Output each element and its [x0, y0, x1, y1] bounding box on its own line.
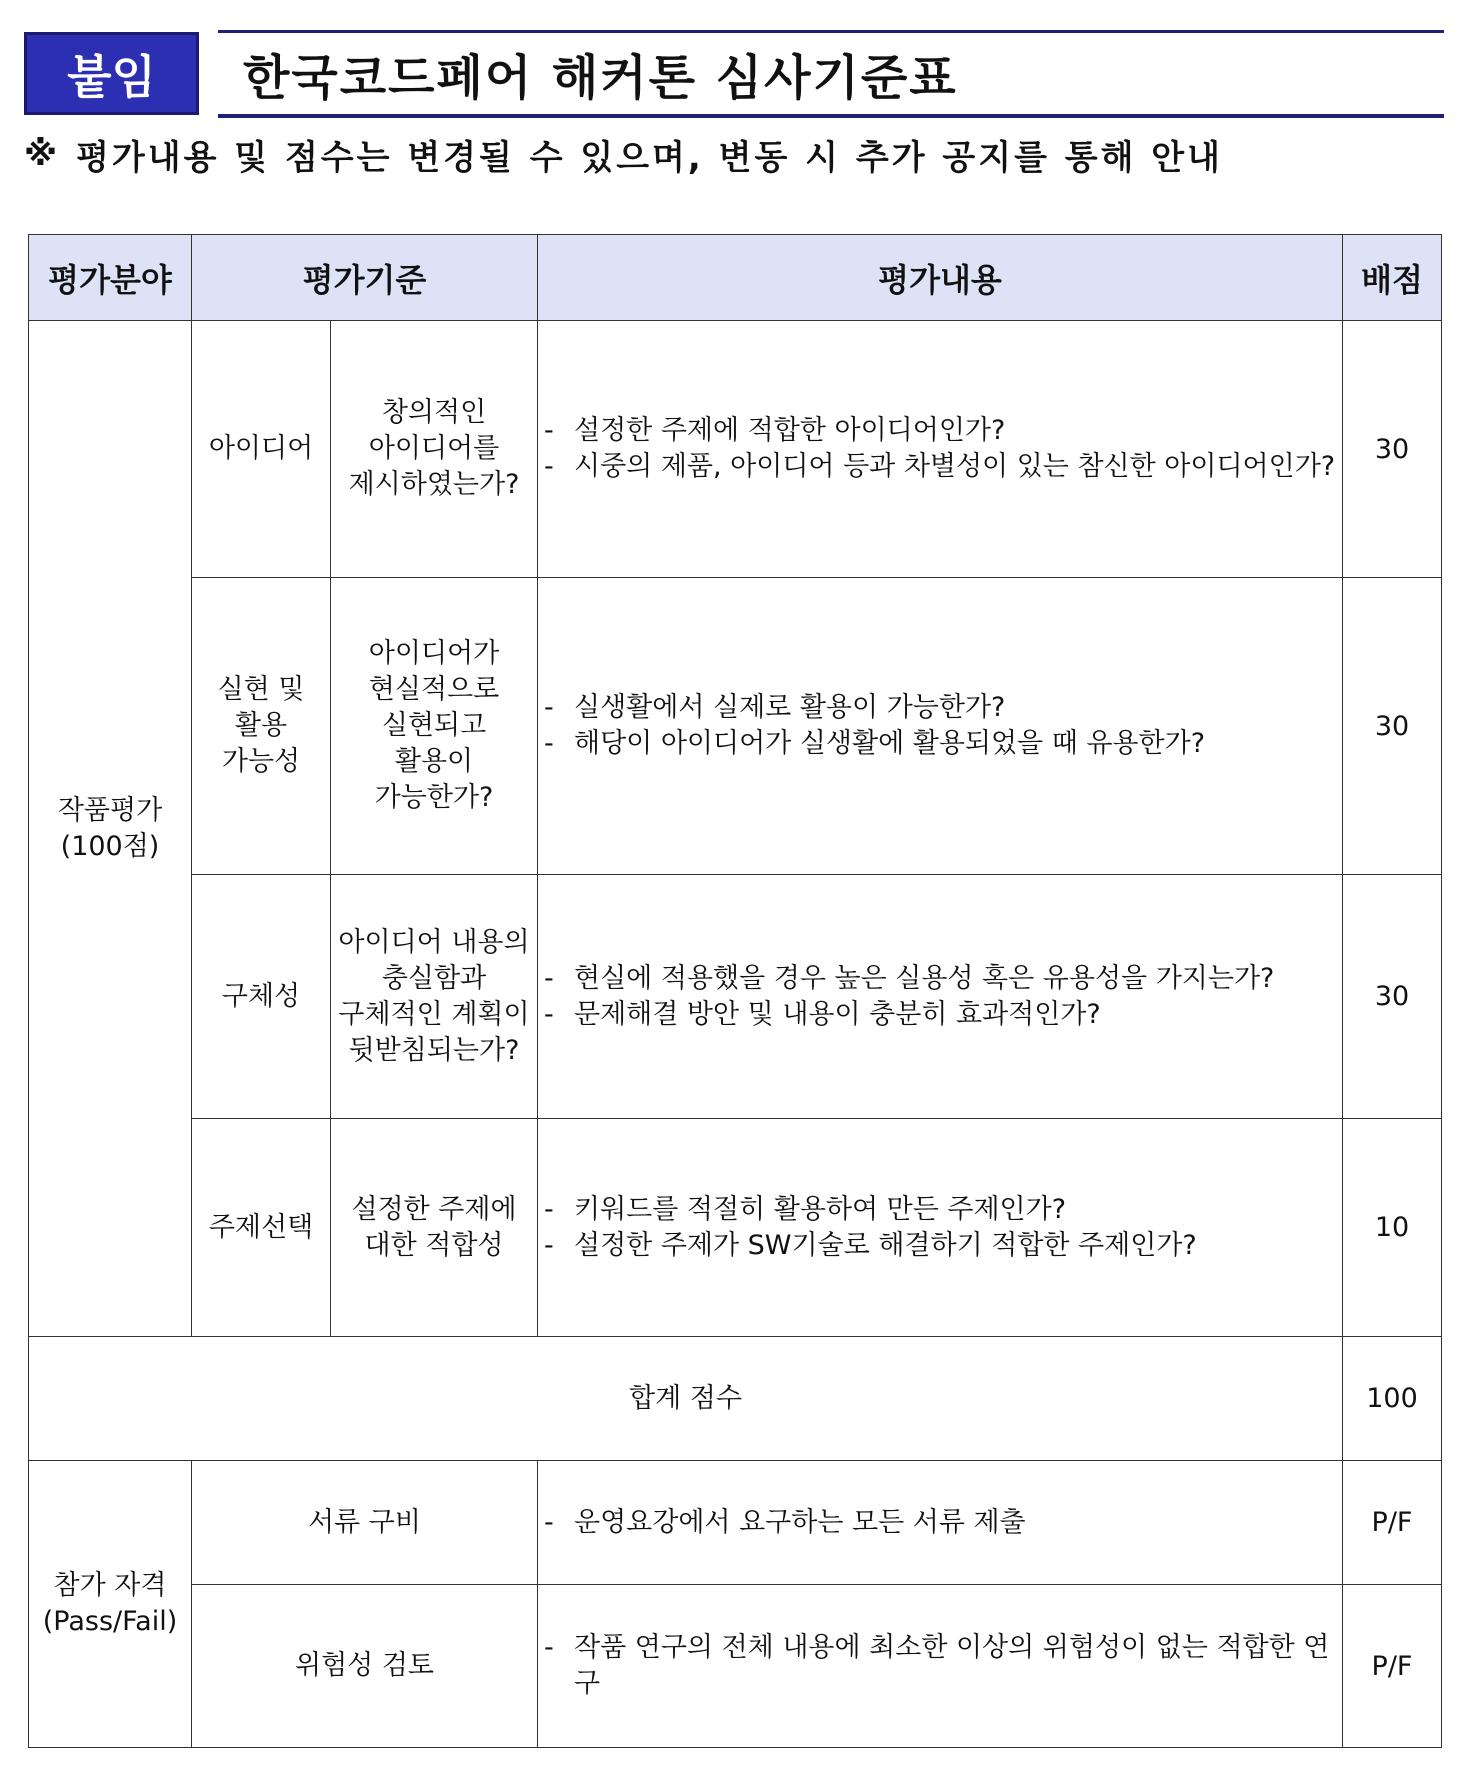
evaluation-content	[538, 1585, 1343, 1748]
area-work-eval: 작품평가 (100점)	[29, 321, 192, 1337]
list-item: - 문제해결 방안 및 내용이 충분히 효과적인가?	[544, 997, 1338, 1033]
table-row	[29, 1119, 1442, 1337]
criteria-question: 아이디어 내용의 충실함과 구체적인 계획이 뒷받침되는가?	[331, 875, 538, 1119]
table-row	[29, 1585, 1442, 1748]
table-row	[29, 1461, 1442, 1585]
list-item: - 시중의 제품, 아이디어 등과 차별성이 있는 참신한 아이디어인가?	[544, 449, 1338, 485]
points-value: P/F	[1343, 1585, 1442, 1748]
evaluation-content	[538, 321, 1343, 578]
reference-mark: ※	[24, 134, 61, 174]
evaluation-content	[538, 1119, 1343, 1337]
list-item: - 실생활에서 실제로 활용이 가능한가?	[544, 690, 1338, 726]
notice-line	[24, 128, 1444, 180]
points-value: 30	[1343, 578, 1442, 875]
list-item: - 설정한 주제에 적합한 아이디어인가?	[544, 413, 1338, 449]
points-value: 10	[1343, 1119, 1442, 1337]
list-item: - 현실에 적용했을 경우 높은 실용성 혹은 유용성을 가지는가?	[544, 961, 1338, 997]
evaluation-content	[538, 1461, 1343, 1585]
list-item: - 설정한 주제가 SW기술로 해결하기 적합한 주제인가?	[544, 1228, 1338, 1264]
table-header-row	[29, 235, 1442, 321]
attachment-badge: 붙임	[24, 32, 199, 115]
points-value: 30	[1343, 321, 1442, 578]
area-eligibility: 참가 자격 (Pass/Fail)	[29, 1461, 192, 1748]
total-label: 합계 점수	[29, 1337, 1343, 1461]
criteria-question: 설정한 주제에 대한 적합성	[331, 1119, 538, 1337]
evaluation-content	[538, 578, 1343, 875]
notice-text: 평가내용 및 점수는 변경될 수 있으며, 변동 시 추가 공지를 통해 안내	[76, 137, 1223, 178]
criteria-question: 아이디어가 현실적으로 실현되고 활용이 가능한가?	[331, 578, 538, 875]
header-content: 평가내용	[538, 235, 1343, 321]
document-title: 한국코드페어 해커톤 심사기준표	[218, 30, 1444, 118]
list-item: - 운영요강에서 요구하는 모든 서류 제출	[544, 1505, 1338, 1541]
list-item: - 작품 연구의 전체 내용에 최소한 이상의 위험성이 없는 적합한 연구	[544, 1630, 1338, 1702]
criteria-documents: 서류 구비	[192, 1461, 538, 1585]
criteria-category: 아이디어	[192, 321, 331, 578]
list-item: - 키워드를 적절히 활용하여 만든 주제인가?	[544, 1192, 1338, 1228]
criteria-category: 구체성	[192, 875, 331, 1119]
header-area: 평가분야	[29, 235, 192, 321]
points-value: P/F	[1343, 1461, 1442, 1585]
table-row	[29, 321, 1442, 578]
total-points: 100	[1343, 1337, 1442, 1461]
list-item: - 해당이 아이디어가 실생활에 활용되었을 때 유용한가?	[544, 726, 1338, 762]
table-row	[29, 578, 1442, 875]
criteria-table	[28, 234, 1442, 1748]
criteria-risk-review: 위험성 검토	[192, 1585, 538, 1748]
header-criteria: 평가기준	[192, 235, 538, 321]
criteria-category: 주제선택	[192, 1119, 331, 1337]
points-value: 30	[1343, 875, 1442, 1119]
table-row	[29, 875, 1442, 1119]
evaluation-content	[538, 875, 1343, 1119]
header-points: 배점	[1343, 235, 1442, 321]
criteria-category: 실현 및 활용 가능성	[192, 578, 331, 875]
total-row	[29, 1337, 1442, 1461]
criteria-question: 창의적인 아이디어를 제시하였는가?	[331, 321, 538, 578]
